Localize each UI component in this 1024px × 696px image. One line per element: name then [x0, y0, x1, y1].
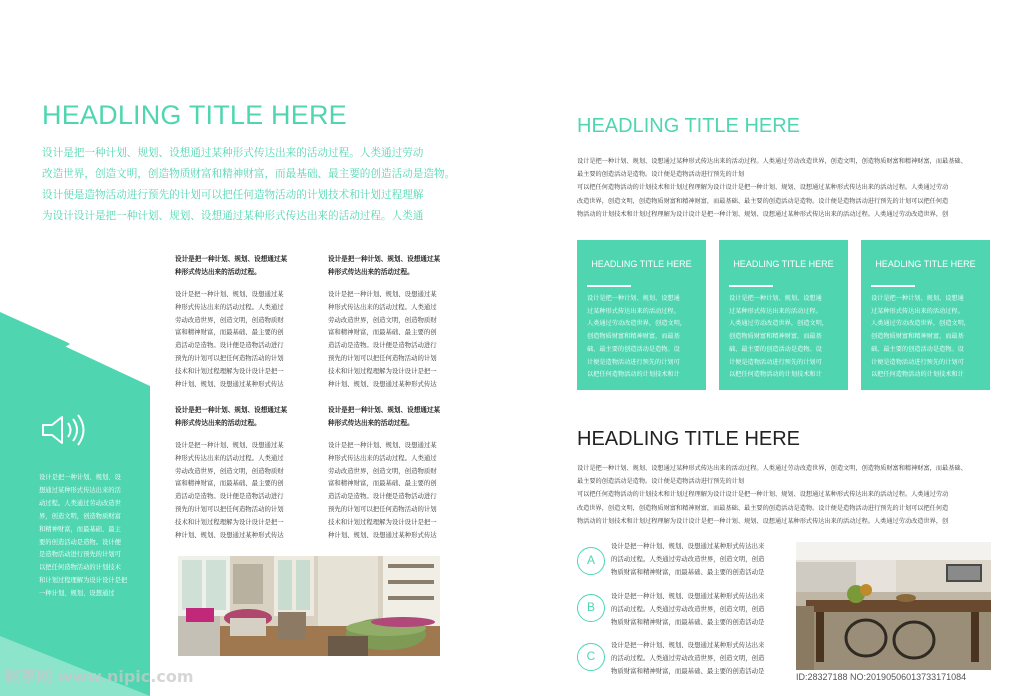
- paragraph-line: 改造世界，创造文明，创造物质财富和精神财富，而最基础、最主要的创造活动是造物。设计便是造物活动进行预先的计划可以把任何造: [577, 504, 949, 512]
- text-line: 种形式传达出来的活动过程。人类通过: [175, 302, 284, 311]
- text-block-title-line: 设计是把一种计划、规划、设想通过某: [175, 406, 288, 414]
- right-paragraph-1: [577, 155, 997, 221]
- paragraph-line: 可以把任何造物活动的计划技术和计划过程理解为设计设计是把一种计划、规划、设想通过某种形式传达出来的活动过程。人类通过劳动: [577, 184, 949, 192]
- text-block-col2-bottom: [328, 404, 440, 541]
- kitchen-photo: [796, 542, 991, 670]
- feature-box-title: HEADLING TITLE HERE: [733, 259, 834, 269]
- text-line: 设计是把一种计划、规划、设想通过某: [175, 441, 284, 449]
- text-line: 设计是把一种计划、规划、设想通过某: [328, 441, 437, 449]
- text-block-body: [175, 439, 287, 541]
- box-text-line: 础、最主要的创造活动是造物。设: [587, 345, 680, 353]
- text-block-title-line: 种形式传达出来的活动过程。: [175, 419, 261, 427]
- paragraph-line: 物活动的计划技术和计划过程理解为设计设计是把一种计划、规划、设想通过某种形式传达出来的活动过程。人类通过劳动改造世界，创: [577, 210, 949, 218]
- item-line: 的活动过程。人类通过劳动改造世界，创造文明，创造: [611, 555, 765, 563]
- feature-box-text: [729, 293, 848, 382]
- text-line: 预先的计划可以把任何造物活动的计划: [175, 504, 284, 513]
- item-text-a: [611, 540, 764, 579]
- feature-box-title: HEADLING TITLE HERE: [591, 259, 692, 269]
- feature-box-title: HEADLING TITLE HERE: [875, 259, 976, 269]
- text-block-title: [175, 253, 287, 279]
- text-line: 种计划、规划、设想通过某种形式传达: [175, 379, 284, 388]
- item-line: 设计是把一种计划、规划、设想通过某种形式传达出来: [611, 542, 765, 550]
- item-line: 物质财富和精神财富，而最基础、最主要的创造活动是: [611, 667, 765, 675]
- box-text-line: 创造物质财富和精神财富，而最基: [587, 333, 680, 341]
- item-line: 的活动过程。人类通过劳动改造世界，创造文明，创造: [611, 605, 765, 613]
- box-text-line: 创造物质财富和精神财富，而最基: [729, 333, 822, 341]
- text-line: 设计是把一种计划、规划、设想通过某: [328, 290, 437, 298]
- item-text-b: [611, 590, 764, 629]
- text-line: 种计划、规划、设想通过某种形式传达: [328, 530, 437, 539]
- text-block-title: [175, 404, 287, 430]
- text-line: 富和精神财富，而最基础、最主要的创: [328, 328, 437, 337]
- text-block-title: [328, 253, 440, 279]
- item-line: 设计是把一种计划、规划、设想通过某种形式传达出来: [611, 592, 765, 600]
- box-text-line: 以把任何造物活动的计划技术和计: [871, 371, 964, 379]
- text-block-col2-top: [328, 253, 440, 390]
- text-block-col1-bottom: [175, 404, 287, 541]
- feature-box-text: [587, 293, 706, 382]
- text-block-title-line: 种形式传达出来的活动过程。: [175, 268, 261, 276]
- side-text-line: 和精神财富，而最基础、最主: [39, 525, 121, 533]
- text-block-body: [328, 439, 440, 541]
- feature-box-text: [871, 293, 990, 382]
- feature-box-divider: [729, 285, 773, 287]
- left-intro-line: 为设计设计是把一种计划、规划、设想通过某种形式传达出来的活动过程。人类通: [42, 210, 424, 222]
- box-text-line: 设计是把一种计划、规划、设想通: [871, 295, 964, 302]
- box-text-line: 础、最主要的创造活动是造物。设: [729, 345, 822, 353]
- feature-box-2: [719, 240, 848, 390]
- text-line: 技术和计划过程理解为设计设计是把一: [175, 517, 284, 526]
- feature-box-divider: [587, 285, 631, 287]
- item-line: 物质财富和精神财富，而最基础、最主要的创造活动是: [611, 618, 765, 626]
- box-text-line: 础、最主要的创造活动是造物。设: [871, 345, 964, 353]
- text-line: 富和精神财富，而最基础、最主要的创: [175, 479, 284, 488]
- living-room-photo: [178, 556, 440, 656]
- text-line: 种计划、规划、设想通过某种形式传达: [328, 379, 437, 388]
- box-text-line: 过某种形式传达出来的活动过程。: [587, 307, 680, 315]
- letter-badge-a: A: [577, 547, 605, 575]
- letter-badge-b: B: [577, 594, 605, 622]
- text-line: 造活动是造物。设计便是造物活动进行: [175, 341, 284, 350]
- box-text-line: 创造物质财富和精神财富，而最基: [871, 333, 964, 341]
- box-text-line: 人类通过劳动改造世界，创造文明，: [729, 320, 828, 328]
- feature-box-1: [577, 240, 706, 390]
- paragraph-line: 最主要的创造活动是造物。设计便是造物活动进行预先的计划: [577, 478, 745, 486]
- text-line: 造活动是造物。设计便是造物活动进行: [328, 492, 437, 501]
- right-paragraph-2: [577, 462, 997, 528]
- text-line: 技术和计划过程理解为设计设计是把一: [175, 366, 284, 375]
- left-page-title: HEADLING TITLE HERE: [42, 100, 347, 130]
- paragraph-line: 改造世界，创造文明，创造物质财富和精神财富，而最基础、最主要的创造活动是造物。设计便是造物活动进行预先的计划可以把任何造: [577, 197, 949, 205]
- text-line: 劳动改造世界，创造文明，创造物质财: [175, 315, 284, 324]
- item-line: 的活动过程。人类通过劳动改造世界，创造文明，创造: [611, 654, 765, 662]
- paragraph-line: 最主要的创造活动是造物。设计便是造物活动进行预先的计划: [577, 171, 745, 179]
- box-text-line: 设计是把一种计划、规划、设想通: [729, 295, 822, 302]
- text-block-title-line: 设计是把一种计划、规划、设想通过某: [175, 255, 288, 263]
- box-text-line: 过某种形式传达出来的活动过程。: [871, 307, 964, 315]
- text-line: 预先的计划可以把任何造物活动的计划: [328, 353, 437, 362]
- text-line: 造活动是造物。设计便是造物活动进行: [328, 341, 437, 350]
- box-text-line: 人类通过劳动改造世界，创造文明，: [587, 320, 686, 328]
- text-line: 预先的计划可以把任何造物活动的计划: [175, 353, 284, 362]
- box-text-line: 计便是造物活动进行预先的计划可: [729, 358, 822, 366]
- speaker-icon: [40, 413, 90, 447]
- item-line: 设计是把一种计划、规划、设想通过某种形式传达出来: [611, 641, 765, 649]
- text-line: 劳动改造世界，创造文明，创造物质财: [328, 315, 437, 324]
- text-line: 富和精神财富，而最基础、最主要的创: [175, 328, 284, 337]
- text-line: 造活动是造物。设计便是造物活动进行: [175, 492, 284, 501]
- box-text-line: 计便是造物活动进行预先的计划可: [871, 358, 964, 366]
- box-text-line: 过某种形式传达出来的活动过程。: [729, 307, 822, 315]
- item-line: 物质财富和精神财富，而最基础、最主要的创造活动是: [611, 568, 765, 576]
- kitchen-illustration: [796, 542, 991, 670]
- left-intro-line: 设计便是造物活动进行预先的计划可以把任何造物活动的计划技术和计划过程理解: [42, 189, 424, 201]
- left-band-text: [39, 472, 139, 601]
- side-text-line: 设计是把一种计划、规划、设: [39, 474, 121, 481]
- text-block-body: [175, 288, 287, 390]
- side-text-line: 和计划过程理解为设计设计是把: [39, 577, 128, 585]
- feature-box-divider: [871, 285, 915, 287]
- text-line: 劳动改造世界，创造文明，创造物质财: [328, 466, 437, 475]
- side-text-line: 一种计划、规划、设想通过: [39, 590, 115, 598]
- feature-box-3: [861, 240, 990, 390]
- paragraph-line: 物活动的计划技术和计划过程理解为设计设计是把一种计划、规划、设想通过某种形式传达出来的活动过程。人类通过劳动改造世界，创: [577, 517, 949, 525]
- paragraph-line: 设计是把一种计划、规划、设想通过某种形式传达出来的活动过程。人类通过劳动改造世界，创造文明，创造物质财富和精神财富，而最基础、: [577, 465, 967, 472]
- right-section-title-2: HEADLING TITLE HERE: [577, 428, 801, 450]
- living-room-illustration: [178, 556, 440, 656]
- text-block-title-line: 种形式传达出来的活动过程。: [328, 419, 414, 427]
- text-line: 富和精神财富，而最基础、最主要的创: [328, 479, 437, 488]
- text-line: 技术和计划过程理解为设计设计是把一: [328, 517, 437, 526]
- left-intro-line: 设计是把一种计划、规划、设想通过某种形式传达出来的活动过程。人类通过劳动: [42, 147, 424, 159]
- item-text-c: [611, 639, 764, 678]
- box-text-line: 人类通过劳动改造世界，创造文明，: [871, 320, 970, 328]
- text-line: 技术和计划过程理解为设计设计是把一: [328, 366, 437, 375]
- text-block-title-line: 设计是把一种计划、规划、设想通过某: [328, 406, 441, 414]
- text-line: 种形式传达出来的活动过程。人类通过: [328, 302, 437, 311]
- box-text-line: 计便是造物活动进行预先的计划可: [587, 358, 680, 366]
- side-text-line: 是造物活动进行预先的计划可: [39, 551, 121, 559]
- side-text-line: 界，创造文明，创造物质财富: [39, 512, 121, 520]
- text-line: 劳动改造世界，创造文明，创造物质财: [175, 466, 284, 475]
- side-text-line: 要的创造活动是造物。设计便: [39, 538, 121, 546]
- box-text-line: 以把任何造物活动的计划技术和计: [587, 371, 680, 379]
- side-text-line: 想通过某种形式传达出来的活: [39, 486, 121, 494]
- text-line: 预先的计划可以把任何造物活动的计划: [328, 504, 437, 513]
- text-block-title-line: 种形式传达出来的活动过程。: [328, 268, 414, 276]
- text-line: 种形式传达出来的活动过程。人类通过: [328, 453, 437, 462]
- side-text-line: 动过程。人类通过劳动改造世: [39, 499, 121, 507]
- text-block-body: [328, 288, 440, 390]
- text-block-title: [328, 404, 440, 430]
- text-line: 设计是把一种计划、规划、设想通过某: [175, 290, 284, 298]
- text-block-title-line: 设计是把一种计划、规划、设想通过某: [328, 255, 441, 263]
- paragraph-line: 设计是把一种计划、规划、设想通过某种形式传达出来的活动过程。人类通过劳动改造世界，创造文明，创造物质财富和精神财富，而最基础、: [577, 158, 967, 165]
- watermark-id: ID:28327188 NO:20190506013733171084: [796, 672, 967, 682]
- letter-badge-c: C: [577, 643, 605, 671]
- right-section-title-1: HEADLING TITLE HERE: [577, 115, 801, 137]
- text-line: 种形式传达出来的活动过程。人类通过: [175, 453, 284, 462]
- left-intro-paragraph: [42, 143, 462, 227]
- paragraph-line: 可以把任何造物活动的计划技术和计划过程理解为设计设计是把一种计划、规划、设想通过某种形式传达出来的活动过程。人类通过劳动: [577, 491, 949, 499]
- box-text-line: 设计是把一种计划、规划、设想通: [587, 295, 680, 302]
- box-text-line: 以把任何造物活动的计划技术和计: [729, 371, 822, 379]
- watermark-left: 昵享网 www.nipic.com: [4, 667, 194, 686]
- text-line: 种计划、规划、设想通过某种形式传达: [175, 530, 284, 539]
- side-text-line: 以把任何造物活动的计划技术: [39, 564, 121, 572]
- text-block-col1-top: [175, 253, 287, 390]
- left-intro-line: 改造世界，创造文明，创造物质财富和精神财富，而最基础、最主要的创造活动是造物。: [42, 168, 456, 180]
